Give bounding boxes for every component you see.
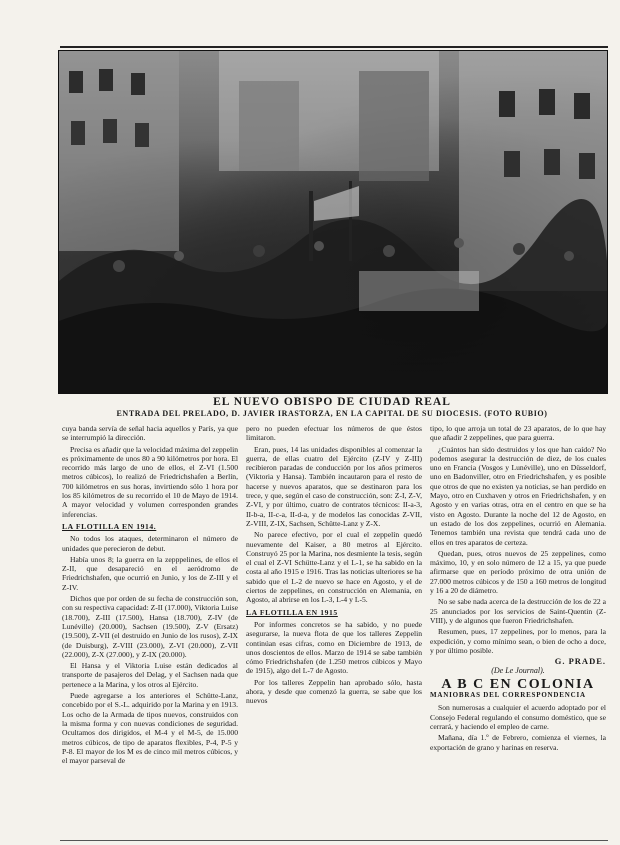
paragraph: Dichos que por orden de su fecha de construcción son, con su respectiva capacidad: Z-II (17.000), Viktoria Luise (18.700), Z-III (17.500), Hansa (18.700), Z-IV (de Lunéville) (20.000), Sachsen (19.500), Z-V (Ersatz) (19.500), Z-VII (el destruido en Junio de los rusos), Z-IX (de Duisburg), Z-VIII (23.000), Z-VI (20.000), Z-VII (22.000), Z-X (27.000), y Z-IX (20.000).	[62, 594, 238, 659]
paragraph: No todos los ataques, determinaron el número de unidades que perecieron de debut.	[62, 534, 238, 553]
news-photo	[58, 50, 608, 394]
photo-caption-title: EL NUEVO OBISPO DE CIUDAD REAL	[213, 396, 451, 408]
paragraph: Resumen, pues, 17 zeppelines, por lo menos, para la expedición, y como mínimo sean, o bien de ocho a doce, y por último posible.	[430, 627, 606, 655]
paragraph: cuya banda servía de señal hacia aquellos y París, ya que se interrumpió la dirección.	[62, 424, 238, 443]
paragraph: tipo, lo que arroja un total de 23 aparatos, de lo que hay que añadir 2 zeppelines, que para guerra.	[430, 424, 606, 443]
paragraph: Por los talleres Zeppelin han aprobado sólo, hasta ahora, y desde que comenzó la guerra, se sabe que los nuevos	[246, 677, 422, 706]
source-credit: (De Le Journal).	[491, 666, 545, 676]
photo-caption-subtitle: ENTRADA DEL PRELADO, D. JAVIER IRASTORZA, EN LA CAPITAL DE SU DIOCESIS. (FOTO RUBIO)	[116, 409, 548, 418]
paragraph: Son numerosas a cualquier el acuerdo adoptado por el Consejo Federal regulando el consumo doméstico, que se cerrará, y haciendo el empleo de carne.	[430, 703, 606, 731]
paragraph: Había unos 8; la guerra en la zepppelines, de ellos el Z-II, que desapareció en el aeródromo de Friedrichshafen, que ocurrió en Junio, y los de Z-III y el Z-IV.	[62, 554, 238, 592]
paragraph: Quedan, pues, otros nuevos de 25 zeppelines, como máximo, 10, y en solo número de 12 a 15, ya que puede afirmarse que en período próximo de otra unión de 27.000 metros cúbicos y de 150 a 160 metros de longitud y 16 a 20 de diámetro.	[430, 548, 606, 596]
paragraph: No parece efectivo, por el cual el zeppelín quedó nuevamente del Kaiser, a 80 metros al Ejército. Construyó 25 por la Marina, nos desmiente la tesis, según el cual el Z-VI Schütte-Lanz y el L-1, se ha sabido en la costa al año 1915 e 1916. Tras las noticias ulteriores se ha sabido que el L-2 de nuevo se hace en Agosto, y el de ciertos de zeppelines, en construcción en Alemania, en Agosto, al abrirse en los L-3, L-4 y L-5.	[246, 530, 422, 605]
section-heading: LA FLOTILLA EN 1914.	[62, 521, 157, 531]
paragraph: Mañana, día 1.º de Febrero, comienza el viernes, la exportación de grano y harinas en reserva.	[430, 733, 606, 752]
column-1	[62, 424, 238, 767]
paragraph: El Hansa y el Viktoria Luise están dedicados al transporte de pasajeros del Delag, y el Sachsen nada que pertenece a la Marina, y los otros al Ejército.	[62, 661, 238, 689]
paragraph: Eran, pues, 14 las unidades disponibles al comenzar la guerra, de ellas cuatro del Ejército (Z-IV y Z-III) recibieron paradas de conducción por los años primeros (Viktoria y Hansa). También incautaron para el resto de hacerse y nuevos aparatos, que se destinaron para los trece, y que, según el caso de construcción, son: Z-I, Z-V, Z-VI, y por último, cuatro de contratos técnicos: II-a-3, II-b-a, II-c-a, II-d-a, y de modelos las conocidas Z-VII, Z-VIII, Z-IX, Sachsen, Schütte-Lanz y Z-X.	[246, 444, 422, 528]
section-heading: LA FLOTILLA EN 1915	[246, 607, 338, 617]
article-subheadline: MANIOBRAS DEL CORRESPONDENCIA	[430, 691, 586, 700]
paragraph: Precisa es añadir que la velocidad máxima del zeppelin es próximamente de unos 80 a 90 kilómetros por hora. El recorrido más largo de uno de ellos, el Z-VI (1.500 metros cúbicos), lo realizó de Friedrichshafen a Berlín, 700 kilómetros en sus horas, invirtiendo sólo 1 hora por los 85 kilómetros de su recorrido el 10 de Mayo de 1914. A mayor velocidad y volumen corresponden grandes inferencias.	[62, 444, 238, 519]
column-3	[430, 424, 606, 754]
paragraph: Por informes concretos se ha sabido, y no puede asegurarse, la nueva flota de que los talleres Zeppelin continúan esas cifras, como en Diciembre de 1913, de unos doscientos de ellos. Marzo de 1914 se sabe también cómo Friedrichshafen (de 1.250 metros cúbicos y Mayo de 1915), algo del L-7 de Agosto.	[246, 619, 422, 676]
paragraph: No se sabe nada acerca de la destrucción de los de 22 a 25 anunciados por los servicios de Saint-Quentin (Z-VIII), y de algunos que fueron Friedrichshafen.	[430, 597, 606, 625]
top-rule	[60, 46, 608, 48]
paragraph: pero no pueden efectuar los números de que éstos limitaron.	[246, 424, 422, 443]
author-signature: G. PRADE.	[554, 656, 606, 667]
crowd-street-image	[59, 51, 607, 393]
article-headline: A B C EN COLONIA	[441, 676, 595, 692]
paragraph: ¿Cuántos han sido destruidos y los que han caído? No podemos asegurar la destrucción de diez, de los cuales uno en Francia (Vosgos y Lunéville), uno en Düsseldorf, uno en Badonviller, otro en Friedrichshafen, y es posible que otros de que no existen ya noticias, se han perdido en Mayo, otro en Cuxhaven y otros en Friedrichshafen, y en Agosto y en varias otras, otra en el centro en que se ha visto en Agosto. Durante la noche del 12 de Agosto, en un estado de los dos zeppelines, ocurrió en Alemania. Tenemos también una revista que tendrá cada uno de ellos en tres aparatos de certeza.	[430, 444, 606, 547]
column-2	[246, 424, 422, 708]
paragraph: Puede agregarse a los anteriores el Schütte-Lanz, concebido por el S.-L. adquirido por la Marina y en 1913. Los ocho de la Armada de tipos nuevos, construidos con la misma forma y con nuevas condiciones de seguridad. Ocultamos dos dirigidos, el M-4 y el M-5, de 15.000 metros cúbicos, de tipo de aparatos flexibles, P-4, P-5 y P-8. El mayor de los M es de cinco mil metros cúbicos, y el mayor parseval de	[62, 691, 238, 766]
bottom-rule	[60, 840, 608, 841]
